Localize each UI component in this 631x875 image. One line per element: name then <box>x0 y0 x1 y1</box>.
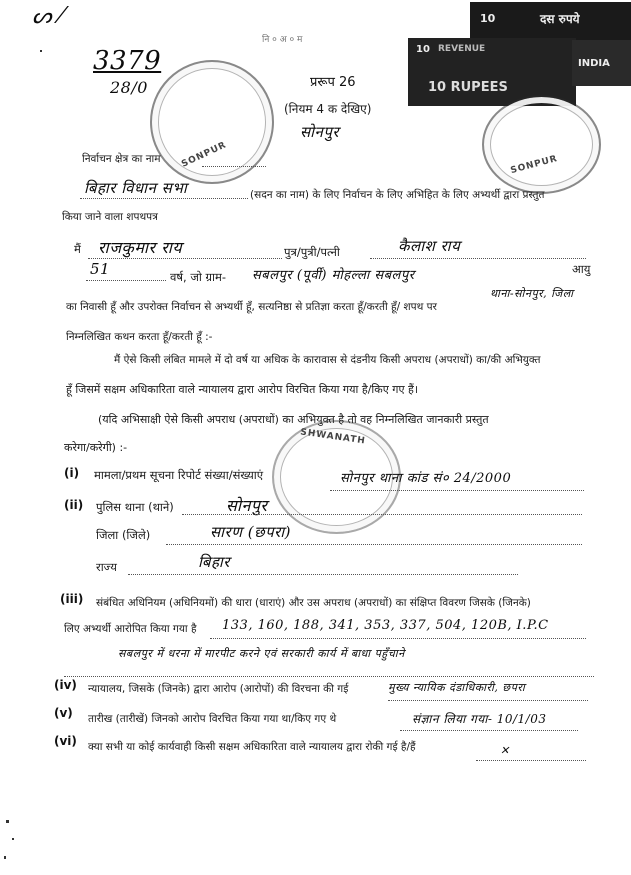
item-i-number: (i) <box>64 466 80 480</box>
item-iv-label: न्यायालय, जिसके (जिनके) द्वारा आरोप (आरोपों) की विरचना की गई <box>88 683 349 695</box>
seal-right-text: SONPUR <box>509 153 559 177</box>
seal-left-text: SONPUR <box>180 140 229 170</box>
item-vi-label: क्या सभी या कोई कार्यवाही किसी सक्षम अधिकारिता वाले न्यायालय द्वारा रोकी गई है/हैं <box>88 741 416 753</box>
revenue-stamp-top: 10 दस रुपये <box>470 2 631 40</box>
item-iii-number: (iii) <box>60 592 84 606</box>
scan-mark <box>40 50 42 52</box>
address-handwritten: सबलपुर (पूर्वी) मोहल्ला सबलपुर <box>252 268 415 283</box>
district-label: जिला (जिले) <box>96 528 151 542</box>
statement-line: निम्नलिखित कथन करता हूँ/करती हूँ :- <box>66 331 213 343</box>
item-i-label: मामला/प्रथम सूचना रिपोर्ट संख्या/संख्याएं <box>94 468 264 482</box>
father-name-handwritten: कैलाश राय <box>398 237 461 255</box>
top-faint-text: नि ० अ ० म <box>262 35 303 45</box>
item-vi-handwritten: ✕ <box>500 744 510 757</box>
item-v-number: (v) <box>54 706 73 720</box>
item-iii-line-b: लिए अभ्यर्थी आरोपित किया गया है <box>64 623 197 635</box>
age-suffix: वर्ष, जो ग्राम- <box>170 270 227 284</box>
item-i-handwritten: सोनपुर थाना कांड सं० 24/2000 <box>340 471 512 486</box>
item-v-handwritten: संज्ञान लिया गया- 10/1/03 <box>412 712 547 726</box>
stamp-right-text: INDIA <box>578 58 610 69</box>
son-of-label: पुत्र/पुत्री/पत्नी <box>284 245 340 259</box>
house-suffix: (सदन का नाम) के लिए निर्वाचन के लिए अभिहित के लिए अभ्यर्थी द्वारा प्रस्तुत <box>250 189 545 201</box>
district-handwritten: सारण (छपरा) <box>210 523 292 541</box>
item-iv-number: (iv) <box>54 678 77 692</box>
age-handwritten: 51 <box>90 260 111 278</box>
paragraph-2-line-b: करेगा/करेगी) :- <box>64 441 128 454</box>
scan-mark <box>12 838 14 840</box>
revenue-stamp-middle: 10 REVENUE 10 RUPEES <box>408 38 576 106</box>
resident-line: का निवासी हूँ और उपरोक्त निर्वाचन से अभ्यर्थी हूँ, सत्यनिष्ठा से प्रतिज्ञा करता हूँ/करती हूँ/ शपथ पर <box>66 301 437 313</box>
affidavit-line: किया जाने वाला शपथपत्र <box>62 211 158 223</box>
paragraph-2-line-a: (यदि अभिसाक्षी ऐसे किसी अपराध (अपराधों) का अभियुक्त है तो वह निम्नलिखित जानकारी प्रस्तुत <box>98 413 489 426</box>
constituency-label: निर्वाचन क्षेत्र का नाम <box>82 153 161 165</box>
main-prefix: मैं <box>74 242 81 256</box>
stamp-top-text: दस रुपये <box>540 12 580 26</box>
stamp-mid-value: 10 RUPEES <box>428 80 508 95</box>
item-v-label: तारीख (तारीखें) जिनको आरोप विरचित किया गया था/किए गए थे <box>88 713 337 725</box>
item-vi-number: (vi) <box>54 734 77 748</box>
offence-description-handwritten: सबलपुर में धरना में मारपीट करने एवं सरकारी कार्य में बाधा पहुँचाने <box>118 647 405 660</box>
address-handwritten-2: थाना-सोनपुर, जिला <box>490 287 574 300</box>
scan-mark <box>6 820 9 823</box>
item-iii-line-a: संबंधित अधिनियम (अधिनियमों) की धारा (धाराएं) और उस अपराध (अपराधों) का संक्षिप्त विवरण जिसके (जिनके) <box>96 597 531 609</box>
corner-scribble: ᔕ ⁄ <box>32 4 64 29</box>
deponent-name-handwritten: राजकुमार राय <box>98 238 183 257</box>
seal-center-text: SHWANATH <box>299 427 367 447</box>
rule-reference: (नियम 4 क देखिए) <box>284 102 372 116</box>
scan-mark <box>4 856 6 859</box>
registration-date: 28/0 <box>110 78 148 97</box>
stamp-mid-label: REVENUE <box>438 44 486 54</box>
house-handwritten: बिहार विधान सभा <box>84 179 188 197</box>
item-ii-number: (ii) <box>64 498 84 512</box>
sections-handwritten: 133, 160, 188, 341, 353, 337, 504, 120B, I.P.C <box>222 618 549 633</box>
round-seal-right <box>482 95 601 194</box>
form-title: प्ररूप 26 <box>310 75 356 90</box>
place-handwritten: सोनपुर <box>300 123 340 141</box>
state-handwritten: बिहार <box>198 553 230 571</box>
registration-number: 3379 <box>93 46 162 76</box>
paragraph-1-line-a: मैं ऐसे किसी लंबित मामले में दो वर्ष या अधिक के कारावास से दंडनीय किसी अपराध (अपराधों) का/की अभियुक्त <box>114 354 541 366</box>
revenue-stamp-right <box>572 40 631 86</box>
item-ii-handwritten: सोनपुर <box>226 496 268 515</box>
item-iv-handwritten: मुख्य न्यायिक दंडाधिकारी, छपरा <box>388 681 526 694</box>
state-label: राज्य <box>96 560 117 574</box>
ayu-label: आयु <box>572 262 591 276</box>
paragraph-1-line-b: हूँ जिसमें सक्षम अधिकारिता वाले न्यायालय द्वारा आरोप विरचित किया गया है/किए गए हैं। <box>66 383 419 396</box>
item-ii-label: पुलिस थाना (थाने) <box>96 500 174 514</box>
